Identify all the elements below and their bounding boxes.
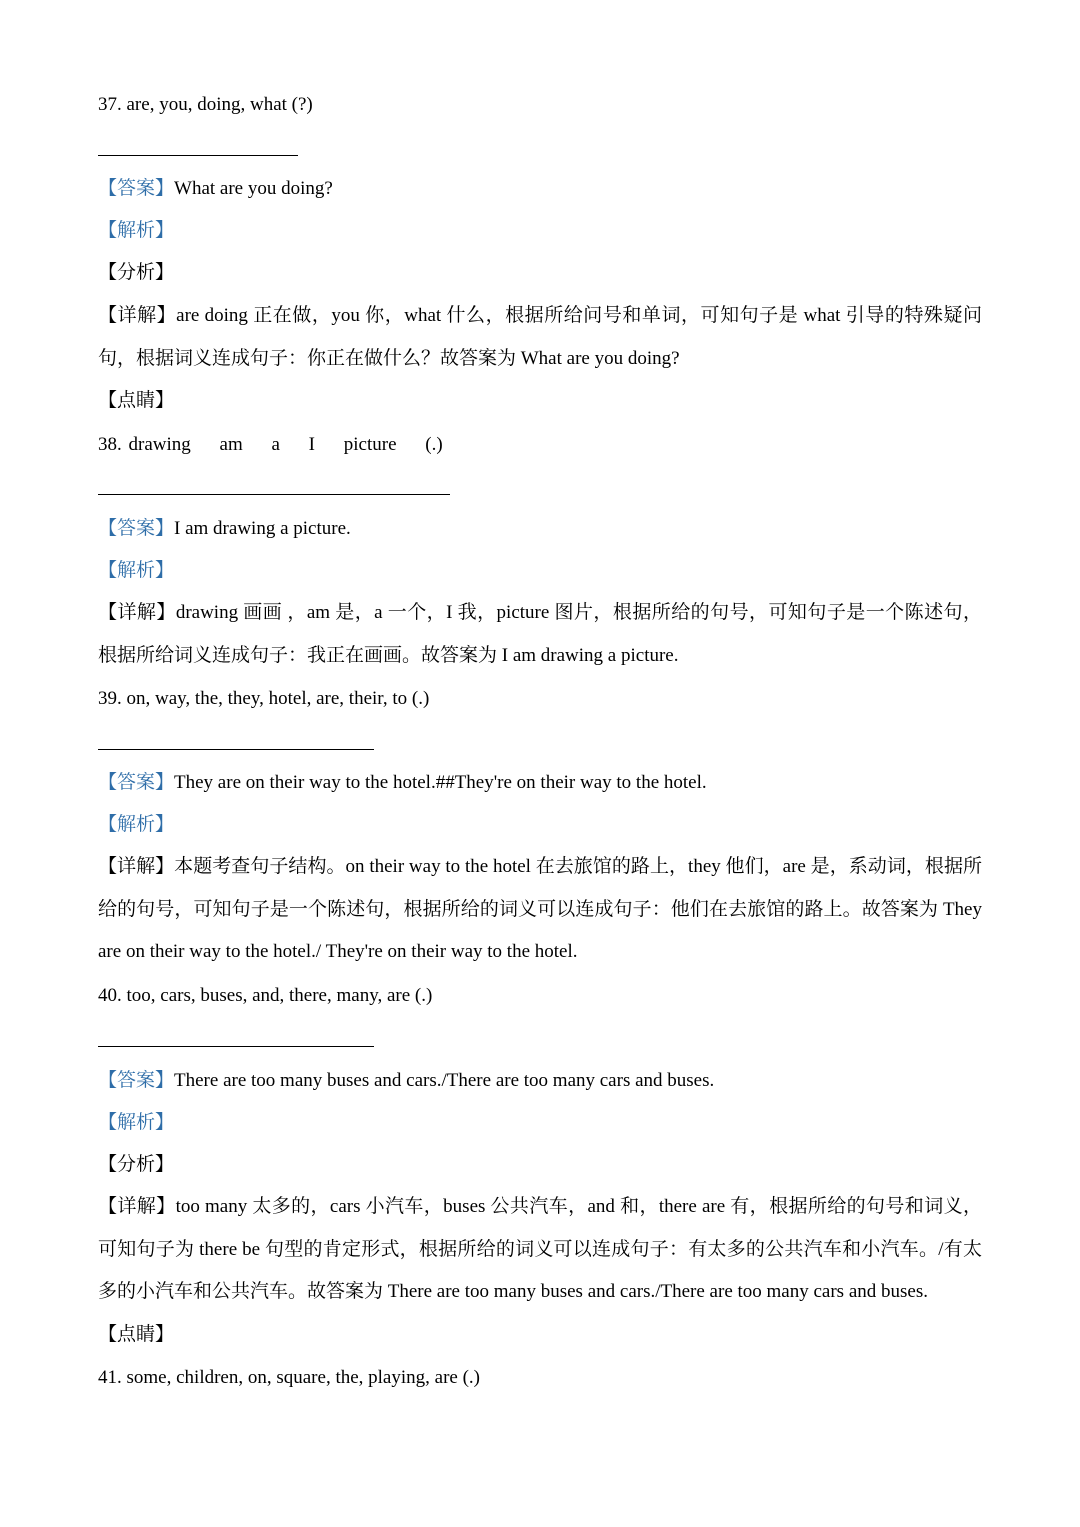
question-39-prompt: 39. on, way, the, they, hotel, are, their, to (.) [98,688,430,709]
question-38-answer-blank [98,494,450,495]
detail-text: are doing 正在做，you 你，what 什么，根据所给问号和单词，可知句子是 what 引导的特殊疑问句，根据词义连成句子：你正在做什么？故答案为 What are you doing? [98,305,982,369]
answer-tag: 【答案】 [98,1070,175,1091]
answer-tag: 【答案】 [98,772,175,793]
question-37-fenxi-tag: 【分析】 [98,262,175,283]
question-40-prompt: 40. too, cars, buses, and, there, many, are (.) [98,985,433,1006]
answer-tag: 【答案】 [98,178,175,199]
question-37-analysis-tag: 【解析】 [98,220,175,241]
detail-text: drawing 画画 ，am 是，a 一个，I 我，picture 图片，根据所给的句号，可知句子是一个陈述句，根据所给词义连成句子：我正在画画。故答案为 I am drawing a picture. [98,602,982,666]
word: (.) [425,434,443,455]
question-40-detail [98,1186,982,1314]
answer-text: What are you doing? [174,178,333,199]
question-37-answer-blank [98,155,298,156]
answer-text: I am drawing a picture. [174,518,351,539]
question-37-answer [98,177,333,201]
detail-tag: 【详解】 [98,856,175,877]
answer-text: There are too many buses and cars./There are too many cars and buses. [174,1070,715,1091]
question-38-prompt [98,433,443,457]
word: am [219,434,243,455]
answer-text: They are on their way to the hotel.##They're on their way to the hotel. [174,772,707,793]
question-40-answer [98,1069,714,1093]
question-41-prompt: 41. some, children, on, square, the, playing, are (.) [98,1367,480,1388]
detail-tag: 【详解】 [98,1196,176,1217]
detail-tag: 【详解】 [98,305,177,326]
question-38-answer [98,517,351,541]
word: drawing [128,434,191,455]
detail-tag: 【详解】 [98,602,176,623]
question-37-dianjing-tag: 【点睛】 [98,390,175,411]
question-40-fenxi-tag: 【分析】 [98,1154,175,1175]
word: I [308,434,315,455]
question-40-dianjing-tag: 【点睛】 [98,1324,175,1345]
question-39-analysis-tag: 【解析】 [98,814,175,835]
question-38-analysis-tag: 【解析】 [98,560,175,581]
word: picture [343,434,397,455]
question-40-answer-blank [98,1046,374,1047]
question-39-detail [98,846,982,974]
answer-tag: 【答案】 [98,518,175,539]
detail-text: 本题考查句子结构。on their way to the hotel 在去旅馆的路上，they 他们，are 是，系动词，根据所给的句号，可知句子是一个陈述句，根据所给的词义可以连成句子：他们在去旅馆的路上。故答案为 They are on their way to the hotel./ They're on their way to the hotel. [98,856,982,962]
question-number: 38. [98,434,122,455]
question-37-prompt: 37. are, you, doing, what (?) [98,94,313,115]
word: a [271,434,280,455]
question-40-analysis-tag: 【解析】 [98,1112,175,1133]
detail-text: too many 太多的，cars 小汽车，buses 公共汽车，and 和，there are 有，根据所给的句号和词义，可知句子为 there be 句型的肯定形式，根据所给的词义可以连成句子：有太多的公共汽车和小汽车。/有太多的小汽车和公共汽车。故答案为 There are too many buses and cars./There are too many cars and buses. [98,1196,982,1302]
question-39-answer [98,771,707,795]
question-39-answer-blank [98,749,374,750]
question-37-detail [98,295,982,380]
question-38-detail [98,592,982,677]
